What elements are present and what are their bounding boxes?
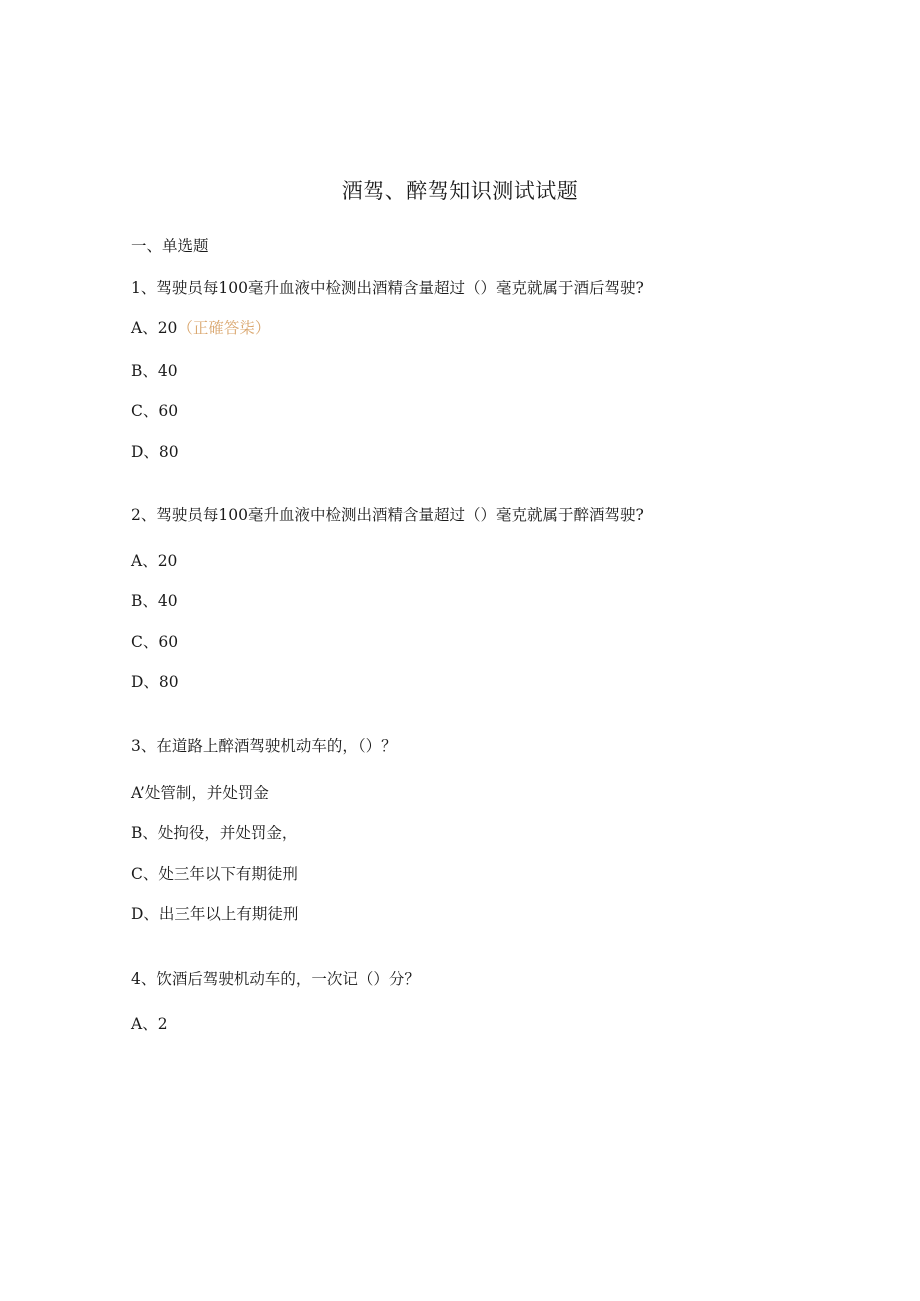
question-3-option-a: A’处管制，并处罚金 — [131, 784, 269, 802]
option-text: A、20 — [131, 319, 178, 337]
question-2-option-a: A、20 — [131, 552, 178, 570]
question-1-option-b: B、40 — [131, 362, 178, 380]
question-2-option-d: D、80 — [131, 673, 179, 691]
page-title: 酒驾、醉驾知识测试试题 — [341, 179, 579, 203]
question-2-stem: 2、驾驶员每100毫升血液中检测出酒精含量超过（）毫克就属于醉酒驾驶? — [131, 506, 644, 524]
section-heading: 一、单选题 — [131, 237, 209, 255]
question-4-option-a: A、2 — [131, 1015, 168, 1033]
question-2-option-c: C、60 — [131, 633, 179, 651]
correct-answer-tag: （正確答柒） — [177, 319, 271, 337]
question-1-stem: 1、驾驶员每100毫升血液中检测出酒精含量超过（）毫克就属于酒后驾驶? — [131, 279, 644, 297]
question-2-option-b: B、40 — [131, 592, 178, 610]
question-3-option-c: C、处三年以下有期徒刑 — [131, 865, 298, 883]
question-3-option-b: B、处拘役，并处罚金， — [131, 824, 298, 842]
question-4-stem: 4、饮酒后驾驶机动车的，一次记（）分？ — [131, 970, 420, 988]
question-1-option-a — [131, 317, 270, 339]
question-1-option-c: C、60 — [131, 402, 179, 420]
question-3-stem: 3、在道路上醉酒驾驶机动车的，（）？ — [131, 737, 397, 755]
question-1-option-d: D、80 — [131, 443, 179, 461]
question-3-option-d: D、出三年以上有期徒刑 — [131, 905, 299, 923]
